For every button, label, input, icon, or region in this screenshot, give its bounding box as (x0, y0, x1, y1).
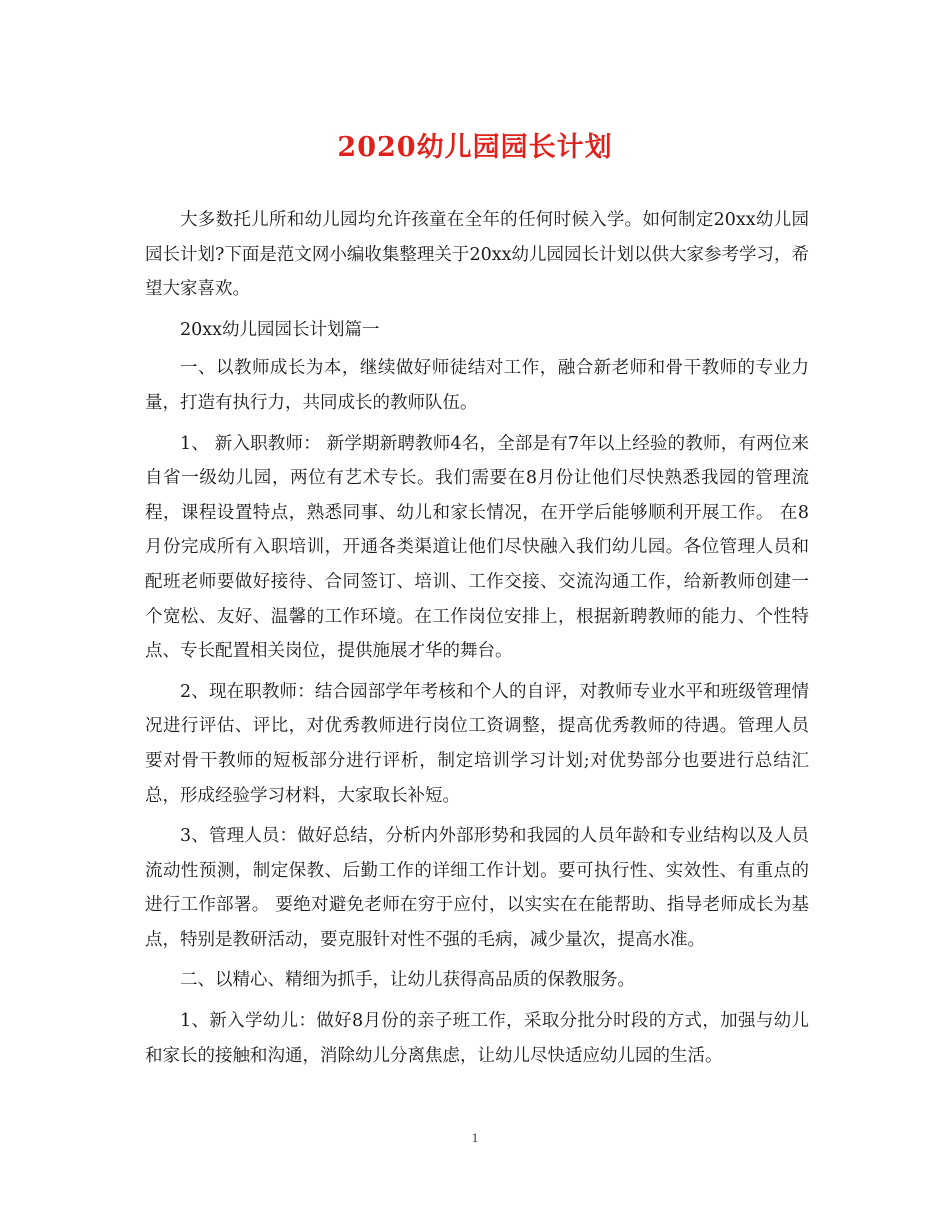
page-number: 1 (471, 1130, 479, 1145)
paragraph-part-two: 二、以精心、精细为抓手，让幼儿获得高品质的保教服务。 (180, 970, 635, 991)
document-body (145, 203, 809, 1079)
paragraph-managers: 3、管理人员：做好总结，分析内外部形势和我园的人员年龄和专业结构以及人员流动性预测，制定保教、后勤工作的详细工作计划。要可执行性、实效性、有重点的进行工作部署。 要绝对避免老师在穷于应付，以实实在在能帮助、指导老师成长为基点，特别是教研活动，要克服针对性不强的毛病，减少量次，提高水准。 (145, 826, 809, 950)
intro-paragraph: 大多数托儿所和幼儿园均允许孩童在全年的任何时候入学。如何制定20xx幼儿园园长计划?下面是范文网小编收集整理关于20xx幼儿园园长计划以供大家参考学习，希望大家喜欢。 (145, 210, 809, 300)
document-title: 2020幼儿园园长计划 (337, 132, 613, 163)
paragraph-new-children: 1、新入学幼儿：做好8月份的亲子班工作，采取分批分时段的方式，加强与幼儿和家长的接触和沟通，消除幼儿分离焦虑，让幼儿尽快适应幼儿园的生活。 (145, 1011, 809, 1066)
section-heading: 20xx幼儿园园长计划篇一 (180, 319, 380, 340)
paragraph-part-one: 一、以教师成长为本，继续做好师徒结对工作，融合新老师和骨干教师的专业力量，打造有执行力，共同成长的教师队伍。 (145, 358, 809, 413)
paragraph-current-teachers: 2、现在职教师：结合园部学年考核和个人的自评，对教师专业水平和班级管理情况进行评估、评比，对优秀教师进行岗位工资调整，提高优秀教师的待遇。管理人员要对骨干教师的短板部分进行评析，制定培训学习计划;对优势部分也要进行总结汇总，形成经验学习材料，大家取长补短。 (145, 681, 809, 806)
paragraph-new-teachers: 1、 新入职教师： 新学期新聘教师4名，全部是有7年以上经验的教师，有两位来自省一级幼儿园，两位有艺术专长。我们需要在8月份让他们尽快熟悉我园的管理流程，课程设置特点，熟悉同事、幼儿和家长情况，在开学后能够顺利开展工作。 在8月份完成所有入职培训，开通各类渠道让他们尽快融入我们幼儿园。各位管理人员和配班老师要做好接待、合同签订、培训、工作交接、交流沟通工作，给新教师创建一个宽松、友好、温馨的工作环境。在工作岗位安排上，根据新聘教师的能力、个性特点、专长配置相关岗位，提供施展才华的舞台。 (145, 433, 809, 662)
